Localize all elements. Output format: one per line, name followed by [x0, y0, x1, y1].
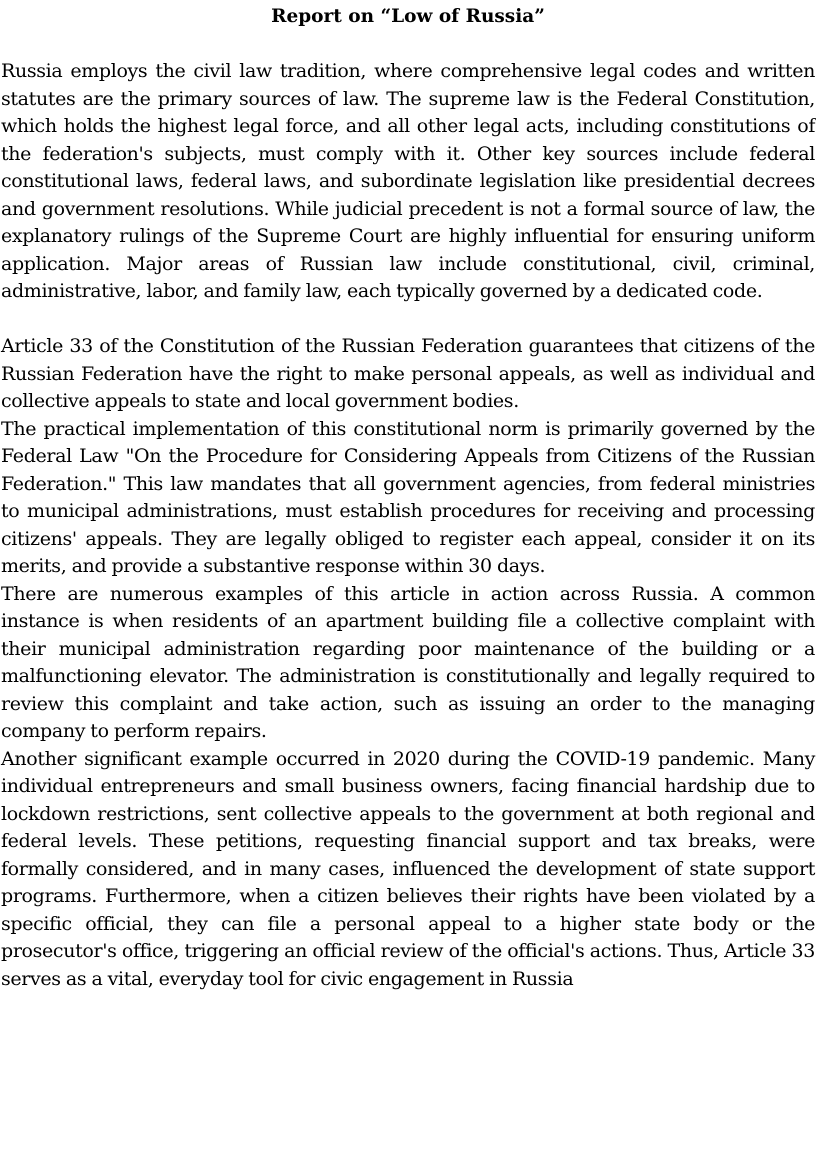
paragraph-legal-system: Russia employs the civil law tradition, where comprehensive legal codes and written statutes are the primary sources of law. The supreme law is the Federal Constitution, which holds the highest legal force, and all other legal acts, including constitutions of the federation's subjects, must comply with it. Other key sources include federal constitutional laws, federal laws, and subordinate legislation like presidential decrees and government resolutions. While judicial precedent is not a formal source of law, the explanatory rulings of the Supreme Court are highly influential for ensuring uniform application. Major areas of Russian law include constitutional, civil, criminal, administrative, labor, and family law, each typically governed by a dedicated code.: [1, 60, 815, 302]
paragraph-article-33: Article 33 of the Constitution of the Russian Federation guarantees that citizens of the Russian Federation have the right to make personal appeals, as well as individual and collective appeals to state and local government bodies.: [1, 335, 815, 412]
document-title: Report on “Low of Russia”: [271, 6, 545, 27]
section-spacer: [1, 306, 815, 334]
paragraph-examples: There are numerous examples of this article in action across Russia. A common instance is when residents of an apartment building file a collective complaint with their municipal administration regarding poor maintenance of the building or a malfunctioning elevator. The administration is constitutionally and legally required to review this complaint and take action, such as issuing an order to the managing company to perform repairs.: [1, 582, 815, 742]
paragraph-covid-example: Another significant example occurred in 2020 during the COVID-19 pandemic. Many individual entrepreneurs and small business owners, facing financial hardship due to lockdown restrictions, sent collective appeals to the government at both regional and federal levels. These petitions, requesting financial support and tax breaks, were formally considered, and in many cases, influenced the development of state support programs. Furthermore, when a citizen believes their rights have been violated by a specific official, they can file a personal appeal to a higher state body or the prosecutor's office, triggering an official review of the official's actions. Thus, Article 33 serves as a vital, everyday tool for civic engagement in Russia: [1, 747, 815, 990]
title-spacer: [1, 31, 815, 59]
paragraph-federal-law: The practical implementation of this constitutional norm is primarily governed by the Federal Law "On the Procedure for Considering Appeals from Citizens of the Russian Federation." This law mandates that all government agencies, from federal ministries to municipal administrations, must establish procedures for receiving and processing citizens' appeals. They are legally obliged to register each appeal, consider it on its merits, and provide a substantive response within 30 days.: [1, 417, 815, 577]
